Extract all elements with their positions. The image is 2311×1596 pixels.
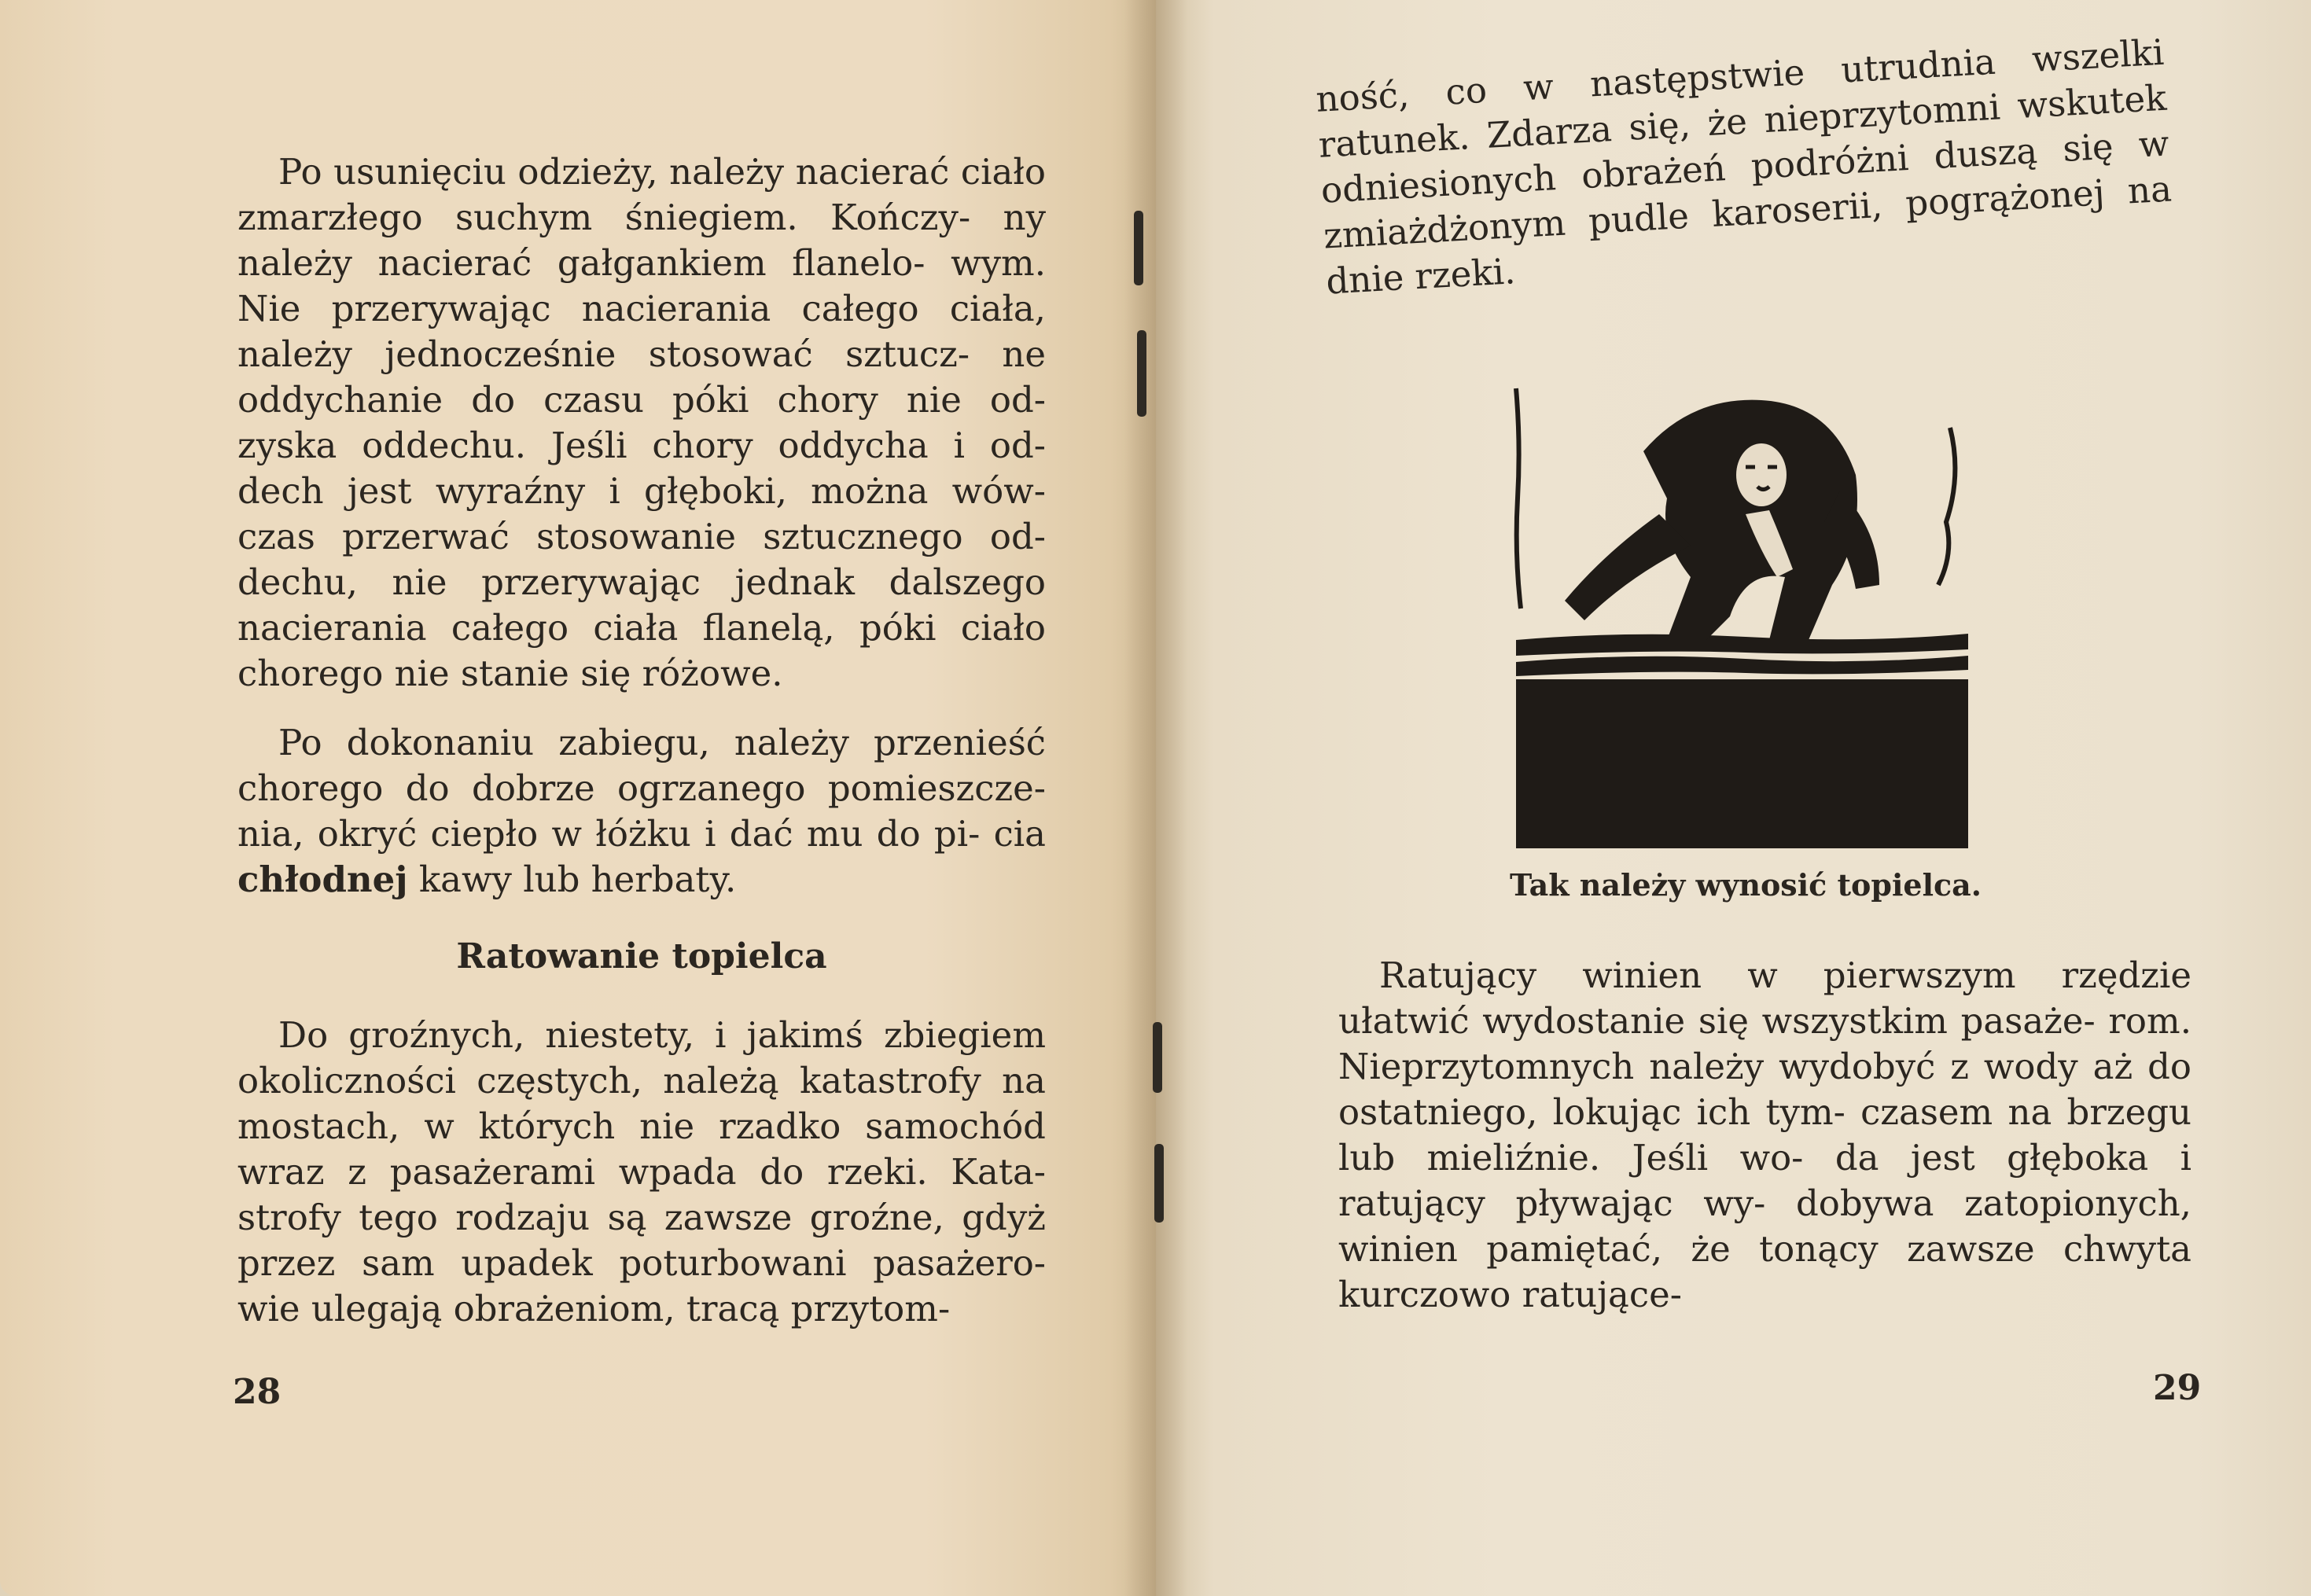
paragraph-after-care: Po dokonaniu zabiegu, należy przenieść chorego do dobrze ogrzanego pomieszcze- nia, okryć ciepło w łóżku i dać mu do pi- cia chłodnej kawy lub herbaty. xyxy=(237,722,1046,900)
binding-stitch xyxy=(1134,211,1143,285)
section-heading: Ratowanie topielca xyxy=(456,936,827,976)
page-number-right: 29 xyxy=(2153,1368,2202,1408)
paragraph-frostbite: Po usunięciu odzieży, należy nacierać ciało zmarzłego suchym śniegiem. Kończy- ny należy nacierać gałgankiem flanelo- wym. Nie przerywając nacierania całego ciała, należy jednocześnie stosować sztucz- ne oddychanie do czasu póki chory nie od- zyska oddechu. Jeśli chory oddycha i od- dech jest wyraźny i głęboki, można wów- czas przerwać stosowanie sztucznego od- dechu, nie przerywając jednak dalszego nacierania całego ciała flanelą, póki ciało chorego nie stanie się różowe. xyxy=(237,151,1046,694)
binding-stitch xyxy=(1137,330,1146,417)
paragraph-continued: ność, co w następstwie utrudnia wszelki ratunek. Zdarza się, że nieprzytomni wskutek odniesionych obrażeń podróżni duszą się w zmiażdżonym pudle karoserii, pogrążonej na dnie rzeki. xyxy=(1315,31,2173,303)
binding-stitch xyxy=(1153,1022,1162,1093)
figure-caption: Tak należy wynosić topielca. xyxy=(1509,867,1982,903)
paragraph-rescuer: Ratujący winien w pierwszym rzędzie ułatwić wydostanie się wszystkim pasaże- rom. Nieprzytomnych należy wydobyć z wody aż do ostatniego, lokując ich tym- czasem na brzegu lub mieliźnie. Jeśli wo- da jest głęboka i ratujący pływając wy- dobywa zatopionych, winien pamiętać, że tonący zawsze chwyta kurczowo ratujące- xyxy=(1338,954,2191,1315)
rescue-illustration xyxy=(1510,381,1978,852)
binding-stitch xyxy=(1154,1144,1164,1223)
right-page-bottom-text xyxy=(1338,953,2191,1318)
paragraph-drowning-intro: Do groźnych, niestety, i jakimś zbiegiem okoliczności częstych, należą katastrofy na mostach, w których nie rzadko samochód wraz z pasażerami wpada do rzeki. Kata- strofy tego rodzaju są zawsze groźne, gdyż przez sam upadek poturbowani pasażero- wie ulegają obrażeniom, tracą przytom- xyxy=(237,1014,1046,1329)
bold-word: chłodnej xyxy=(237,859,408,900)
left-page-text xyxy=(237,149,1046,1332)
page-number-left: 28 xyxy=(233,1372,282,1412)
right-page-top-text xyxy=(1315,30,2176,305)
